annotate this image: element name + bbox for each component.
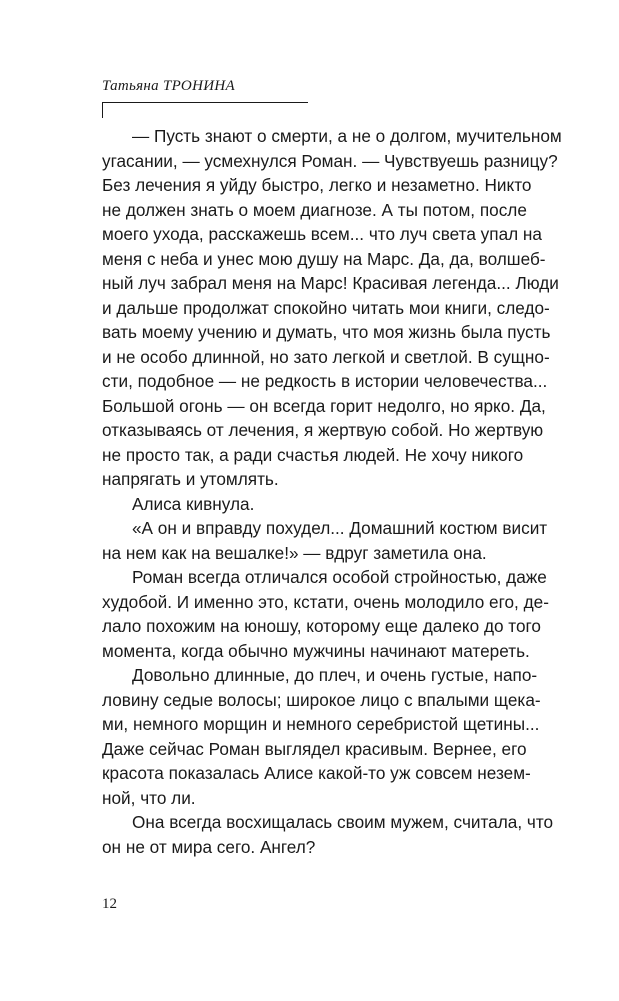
text-line: и дальше продолжат спокойно читать мои книги, следо-	[102, 297, 550, 318]
text-line: Довольно длинные, до плеч, и очень густые, напо-	[132, 665, 538, 685]
text-line: и не особо длинной, но зато легкой и светлой. В сущно-	[102, 346, 550, 367]
body-text	[102, 124, 562, 859]
text-line: Роман всегда отличался особой стройностью, даже	[132, 567, 547, 587]
text-line: не должен знать о моем диагнозе. А ты потом, после	[102, 199, 527, 220]
text-line: не просто так, а ради счастья людей. Не хочу никого	[102, 444, 524, 465]
text-line: Большой огонь — он всегда горит недолго, но ярко. Да,	[102, 395, 546, 416]
text-line: ловину седые волосы; широкое лицо с впалыми щека-	[102, 689, 541, 710]
paragraph	[102, 492, 520, 517]
text-line: красота показалась Алисе какой-то уж совсем незем-	[102, 763, 531, 783]
text-line: Даже сейчас Роман выглядел красивым. Вернее, его	[102, 738, 527, 759]
running-head-author: Татьяна ТРОНИНА	[102, 78, 235, 94]
text-line: меня с неба и унес мою душу на Марс. Да, да, волшеб-	[102, 248, 546, 269]
text-line: он не от мира сего. Ангел?	[102, 836, 316, 857]
text-line: — Пусть знают о смерти, а не о долгом, мучительном	[132, 126, 562, 146]
text-line: ми, немного морщин и немного серебристой щетины...	[102, 714, 540, 734]
text-line: Без лечения я уйду быстро, легко и незаметно. Никто	[102, 175, 532, 195]
paragraph	[102, 565, 549, 663]
text-line: момента, когда обычно мужчины начинают матереть.	[102, 640, 530, 661]
text-line: Алиса кивнула.	[132, 493, 255, 514]
text-line: лало похожим на юношу, которому еще далеко до того	[102, 616, 541, 636]
paragraph	[102, 124, 562, 492]
header-rule-tick	[102, 102, 103, 118]
text-line: вать моему учению и думать, что моя жизнь была пусть	[102, 322, 551, 342]
paragraph	[102, 516, 548, 565]
header-rule	[102, 102, 308, 103]
text-line: на нем как на вешалке!» — вдруг заметила она.	[102, 542, 487, 563]
text-line: сти, подобное — не редкость в истории человечества...	[102, 371, 548, 391]
paragraph	[102, 810, 554, 859]
text-line: ный луч забрал меня на Марс! Красивая легенда... Люди	[102, 273, 559, 293]
page-number: 12	[102, 896, 117, 912]
text-line: отказываясь от лечения, я жертвую собой. Но жертвую	[102, 420, 544, 440]
paragraph	[102, 663, 541, 810]
text-line: Она всегда восхищалась своим мужем, считала, что	[132, 812, 554, 832]
text-line: угасании, — усмехнулся Роман. — Чувствуешь разницу?	[102, 150, 558, 171]
text-line: «А он и вправду похудел... Домашний костюм висит	[132, 518, 548, 538]
text-line: ной, что ли.	[102, 787, 196, 808]
text-line: моего ухода, расскажешь всем... что луч света упал на	[102, 224, 542, 244]
text-line: худобой. И именно это, кстати, очень молодило его, де-	[102, 591, 549, 612]
text-line: напрягать и утомлять.	[102, 469, 279, 489]
